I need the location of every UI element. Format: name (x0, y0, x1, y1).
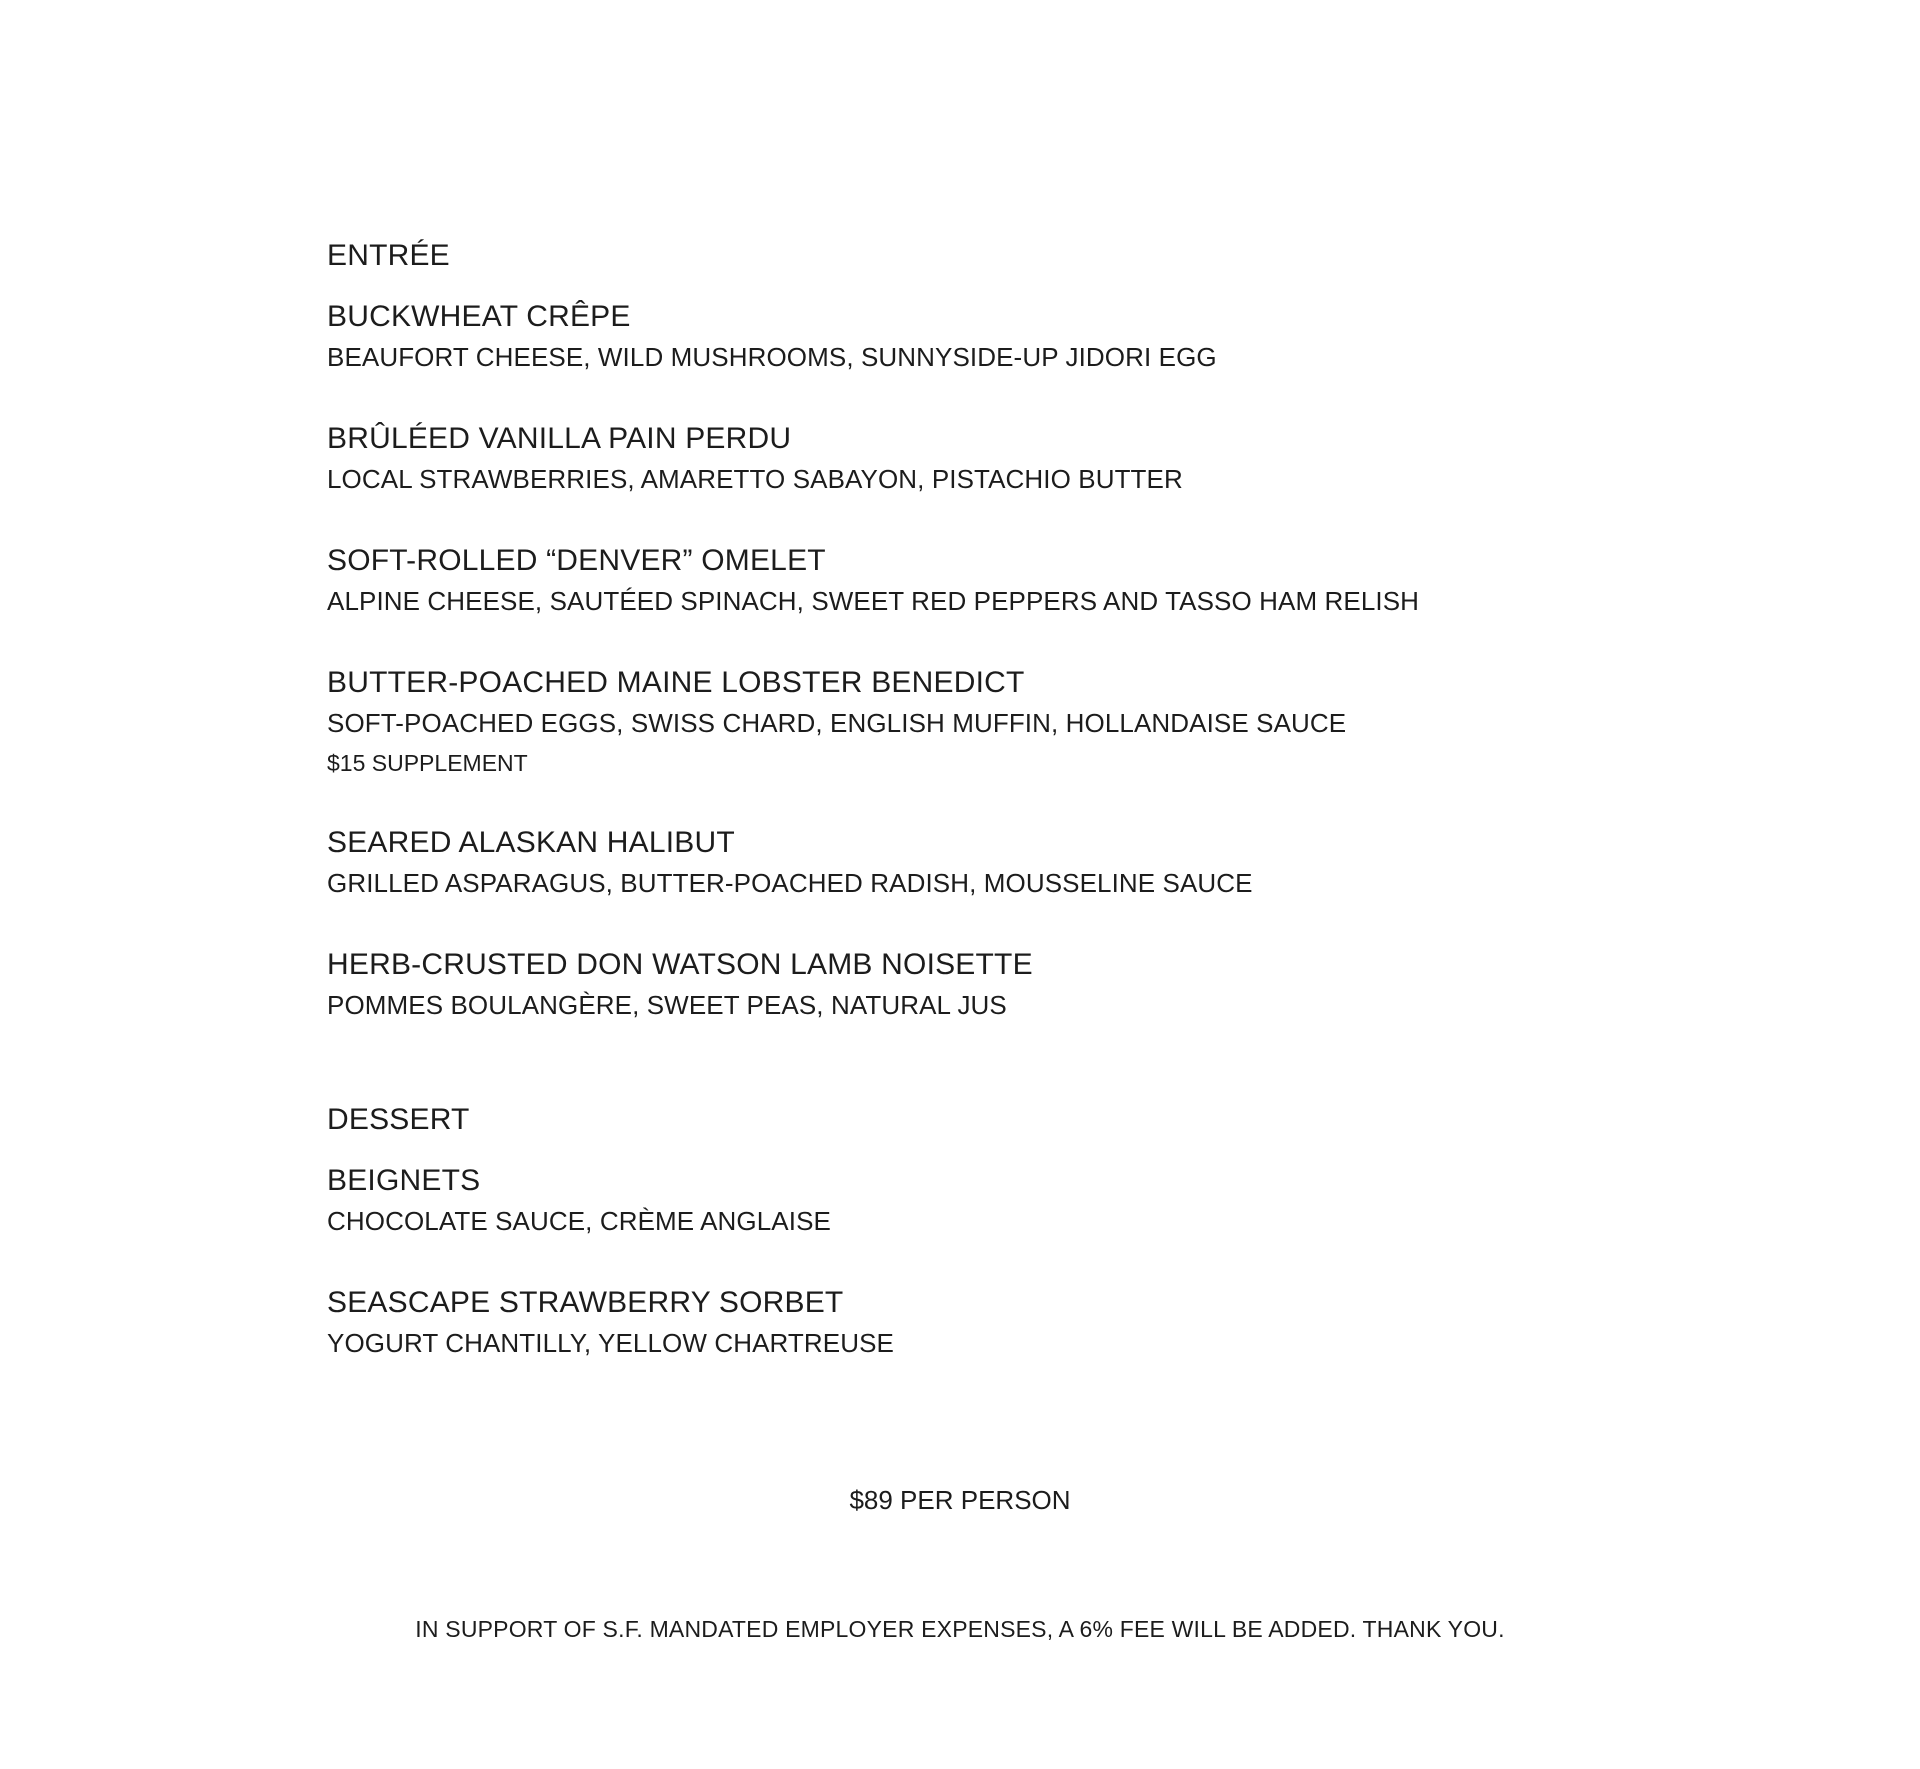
menu-item (327, 1284, 1627, 1364)
item-name: HERB-CRUSTED DON WATSON LAMB NOISETTE (327, 948, 1033, 981)
item-description: YOGURT CHANTILLY, YELLOW CHARTREUSE (327, 1328, 894, 1358)
menu-item (327, 1162, 1627, 1242)
item-name: BRÛLÉED VANILLA PAIN PERDU (327, 422, 792, 455)
item-supplement: $15 SUPPLEMENT (327, 750, 528, 776)
item-name: SEARED ALASKAN HALIBUT (327, 826, 735, 859)
dessert-items (327, 1162, 1627, 1364)
item-name: SEASCAPE STRAWBERRY SORBET (327, 1286, 844, 1319)
item-description: BEAUFORT CHEESE, WILD MUSHROOMS, SUNNYSIDE-UP JIDORI EGG (327, 342, 1217, 372)
section-title: DESSERT (327, 1103, 470, 1136)
menu-item (327, 946, 1627, 1026)
section-title: ENTRÉE (327, 239, 450, 272)
item-name: SOFT-ROLLED “DENVER” OMELET (327, 544, 826, 577)
item-name: BUTTER-POACHED MAINE LOBSTER BENEDICT (327, 666, 1025, 699)
item-name: BEIGNETS (327, 1164, 481, 1197)
section-dessert (327, 1102, 1627, 1364)
menu-item (327, 824, 1627, 904)
menu (327, 238, 1627, 1406)
item-description: GRILLED ASPARAGUS, BUTTER-POACHED RADISH, MOUSSELINE SAUCE (327, 868, 1253, 898)
price-per-person: $89 PER PERSON (849, 1485, 1071, 1515)
menu-item (327, 542, 1627, 622)
item-description: LOCAL STRAWBERRIES, AMARETTO SABAYON, PISTACHIO BUTTER (327, 464, 1183, 494)
section-entree (327, 238, 1627, 1026)
item-description: ALPINE CHEESE, SAUTÉED SPINACH, SWEET RED PEPPERS AND TASSO HAM RELISH (327, 586, 1420, 616)
menu-item (327, 420, 1627, 500)
item-description: SOFT-POACHED EGGS, SWISS CHARD, ENGLISH MUFFIN, HOLLANDAISE SAUCE (327, 708, 1347, 738)
item-description: POMMES BOULANGÈRE, SWEET PEAS, NATURAL JUS (327, 990, 1007, 1020)
entree-items (327, 298, 1627, 1026)
menu-item (327, 664, 1627, 782)
footer-note: IN SUPPORT OF S.F. MANDATED EMPLOYER EXPENSES, A 6% FEE WILL BE ADDED. THANK YOU. (415, 1616, 1505, 1642)
item-description: CHOCOLATE SAUCE, CRÈME ANGLAISE (327, 1206, 831, 1236)
item-name: BUCKWHEAT CRÊPE (327, 300, 631, 333)
menu-item (327, 298, 1627, 378)
